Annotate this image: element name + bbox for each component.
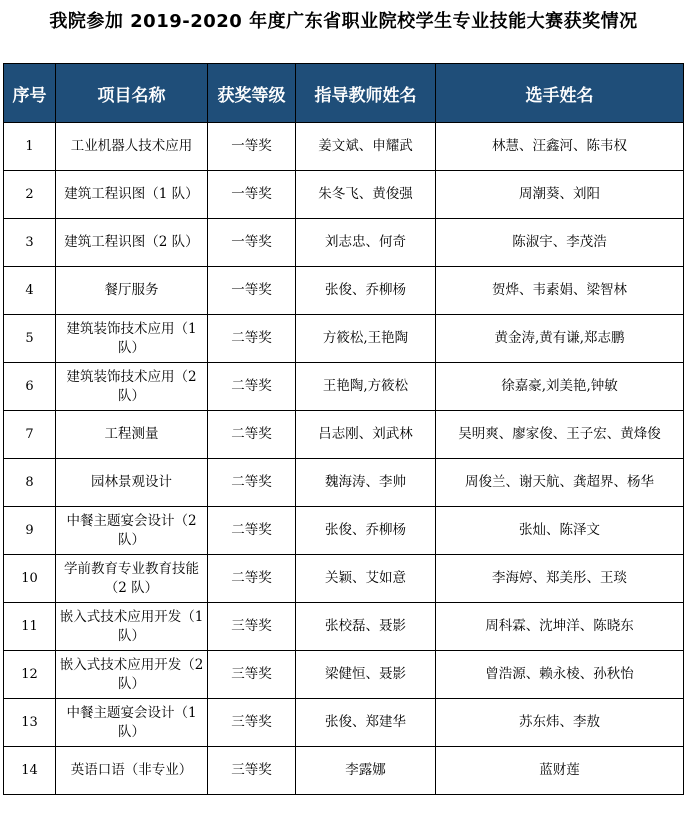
cell-no: [4, 411, 56, 459]
cell-project: [56, 651, 208, 699]
table-row: [4, 651, 684, 699]
cell-students: [436, 747, 684, 795]
cell-no: [4, 603, 56, 651]
cell-no-text: 6: [25, 379, 34, 394]
cell-students: [436, 603, 684, 651]
table-row: [4, 459, 684, 507]
cell-students: [436, 315, 684, 363]
cell-project-text: 嵌入式技术应用开发（1 队）: [59, 608, 204, 644]
cell-level: [208, 315, 296, 363]
cell-project: [56, 555, 208, 603]
cell-level: [208, 555, 296, 603]
cell-level: [208, 747, 296, 795]
cell-level: [208, 267, 296, 315]
table-row: [4, 267, 684, 315]
cell-project: [56, 219, 208, 267]
cell-level-text: 一等奖: [231, 138, 272, 154]
cell-students-text: 蓝财莲: [539, 762, 580, 778]
cell-level: [208, 171, 296, 219]
cell-no-text: 10: [21, 571, 38, 586]
cell-project: [56, 363, 208, 411]
cell-project-text: 中餐主题宴会设计（1 队）: [66, 704, 197, 740]
cell-students: [436, 219, 684, 267]
cell-students-text: 徐嘉豪,刘美艳,钟敏: [501, 378, 618, 394]
cell-no-text: 1: [25, 139, 34, 154]
cell-teachers: [296, 363, 436, 411]
table-row: [4, 747, 684, 795]
cell-no-text: 8: [25, 475, 34, 490]
cell-project: [56, 459, 208, 507]
cell-project-text: 建筑装饰技术应用（2 队）: [66, 368, 197, 404]
cell-level-text: 三等奖: [231, 714, 272, 730]
cell-teachers-text: 魏海涛、李帅: [325, 474, 406, 490]
cell-teachers-text: 梁健恒、聂影: [325, 666, 406, 682]
cell-students-text: 周俊兰、谢天航、龚超界、杨华: [465, 474, 654, 490]
cell-students-text: 周科霖、沈坤洋、陈晓东: [485, 618, 634, 634]
header-project: 项目名称: [56, 64, 208, 123]
table-header-row: [4, 64, 684, 123]
cell-project-text: 工业机器人技术应用: [70, 138, 193, 154]
cell-project: [56, 267, 208, 315]
header-teachers: 指导教师姓名: [296, 64, 436, 123]
table-row: [4, 219, 684, 267]
cell-no: [4, 459, 56, 507]
cell-teachers: [296, 603, 436, 651]
table-row: [4, 171, 684, 219]
header-students: 选手姓名: [436, 64, 684, 123]
table-row: [4, 123, 684, 171]
table-row: [4, 363, 684, 411]
cell-students: [436, 411, 684, 459]
cell-teachers: [296, 459, 436, 507]
cell-level-text: 二等奖: [231, 426, 272, 442]
cell-teachers-text: 李露娜: [345, 762, 386, 778]
cell-students: [436, 507, 684, 555]
cell-students-text: 贺烨、韦素娟、梁智林: [492, 282, 627, 298]
cell-teachers: [296, 651, 436, 699]
cell-students: [436, 363, 684, 411]
cell-no-text: 4: [25, 283, 34, 298]
cell-students-text: 陈淑宇、李茂浩: [512, 234, 607, 250]
cell-teachers: [296, 747, 436, 795]
cell-level-text: 一等奖: [231, 282, 272, 298]
cell-no: [4, 219, 56, 267]
awards-table: [3, 63, 684, 795]
header-no: 序号: [4, 64, 56, 123]
cell-level-text: 三等奖: [231, 618, 272, 634]
cell-level-text: 二等奖: [231, 570, 272, 586]
cell-students: [436, 267, 684, 315]
cell-students-text: 李海婷、郑美彤、王琰: [492, 570, 627, 586]
cell-no: [4, 315, 56, 363]
cell-no: [4, 171, 56, 219]
cell-level-text: 二等奖: [231, 378, 272, 394]
cell-teachers-text: 姜文斌、申耀武: [318, 138, 413, 154]
table-row: [4, 603, 684, 651]
cell-project-text: 建筑工程识图（1 队）: [64, 186, 199, 202]
cell-teachers: [296, 507, 436, 555]
cell-level: [208, 363, 296, 411]
cell-teachers-text: 张俊、乔柳杨: [325, 282, 406, 298]
cell-project-text: 英语口语（非专业）: [70, 762, 193, 778]
cell-level: [208, 699, 296, 747]
cell-project-text: 工程测量: [104, 426, 159, 442]
cell-level-text: 一等奖: [231, 186, 272, 202]
cell-students: [436, 555, 684, 603]
cell-teachers: [296, 171, 436, 219]
cell-level: [208, 411, 296, 459]
cell-project-text: 建筑工程识图（2 队）: [64, 234, 199, 250]
cell-level: [208, 651, 296, 699]
cell-no-text: 5: [25, 331, 34, 346]
cell-level: [208, 459, 296, 507]
cell-level-text: 二等奖: [231, 330, 272, 346]
cell-no-text: 7: [25, 427, 34, 442]
cell-teachers: [296, 267, 436, 315]
cell-project: [56, 171, 208, 219]
cell-project: [56, 603, 208, 651]
header-level: 获奖等级: [208, 64, 296, 123]
cell-project-text: 学前教育专业教育技能（2 队）: [64, 560, 199, 596]
cell-no-text: 2: [25, 187, 34, 202]
table-row: [4, 411, 684, 459]
cell-teachers-text: 关颖、艾如意: [325, 570, 406, 586]
cell-teachers-text: 吕志刚、刘武林: [318, 426, 413, 442]
cell-teachers: [296, 315, 436, 363]
cell-teachers: [296, 555, 436, 603]
table-row: [4, 699, 684, 747]
cell-no: [4, 363, 56, 411]
cell-no: [4, 555, 56, 603]
cell-project: [56, 507, 208, 555]
cell-teachers-text: 朱冬飞、黄俊强: [318, 186, 413, 202]
cell-students: [436, 459, 684, 507]
cell-teachers-text: 方筱松,王艳陶: [322, 330, 409, 346]
page-title: 我院参加 2019-2020 年度广东省职业院校学生专业技能大赛获奖情况: [49, 11, 638, 32]
cell-level: [208, 507, 296, 555]
cell-project-text: 嵌入式技术应用开发（2 队）: [59, 656, 204, 692]
cell-no: [4, 267, 56, 315]
cell-no-text: 9: [25, 523, 34, 538]
cell-students-text: 林慧、汪鑫河、陈韦权: [492, 138, 627, 154]
cell-no: [4, 747, 56, 795]
cell-project: [56, 747, 208, 795]
cell-teachers-text: 王艳陶,方筱松: [322, 378, 409, 394]
cell-no-text: 12: [21, 667, 38, 682]
cell-level: [208, 603, 296, 651]
cell-no: [4, 123, 56, 171]
cell-project: [56, 411, 208, 459]
table-row: [4, 507, 684, 555]
cell-teachers: [296, 219, 436, 267]
cell-no-text: 11: [21, 619, 38, 634]
cell-level-text: 二等奖: [231, 522, 272, 538]
cell-students-text: 黄金涛,黄有谦,郑志鹏: [494, 330, 625, 346]
cell-no-text: 14: [21, 763, 38, 778]
cell-teachers-text: 张俊、乔柳杨: [325, 522, 406, 538]
cell-teachers-text: 张俊、郑建华: [325, 714, 406, 730]
cell-project: [56, 699, 208, 747]
cell-teachers: [296, 123, 436, 171]
cell-level-text: 一等奖: [231, 234, 272, 250]
cell-level: [208, 123, 296, 171]
cell-teachers: [296, 699, 436, 747]
cell-students-text: 张灿、陈泽文: [519, 522, 600, 538]
cell-students-text: 吴明爽、廖家俊、王子宏、黄烽俊: [458, 426, 661, 442]
cell-project-text: 建筑装饰技术应用（1 队）: [66, 320, 197, 356]
cell-teachers-text: 张校磊、聂影: [325, 618, 406, 634]
cell-no: [4, 651, 56, 699]
cell-students: [436, 123, 684, 171]
cell-students: [436, 651, 684, 699]
cell-students: [436, 699, 684, 747]
table-row: [4, 315, 684, 363]
cell-no-text: 13: [21, 715, 38, 730]
cell-project-text: 园林景观设计: [91, 474, 172, 490]
cell-project-text: 中餐主题宴会设计（2 队）: [66, 512, 197, 548]
cell-project: [56, 123, 208, 171]
cell-no: [4, 507, 56, 555]
cell-students-text: 周潮葵、刘阳: [519, 186, 600, 202]
cell-teachers-text: 刘志忠、何奇: [325, 234, 406, 250]
cell-level-text: 二等奖: [231, 474, 272, 490]
table-row: [4, 555, 684, 603]
cell-level: [208, 219, 296, 267]
cell-no: [4, 699, 56, 747]
cell-project-text: 餐厅服务: [104, 282, 159, 298]
table-body: [4, 123, 684, 795]
cell-students-text: 苏东炜、李敖: [519, 714, 600, 730]
cell-level-text: 三等奖: [231, 666, 272, 682]
cell-students: [436, 171, 684, 219]
cell-project: [56, 315, 208, 363]
cell-no-text: 3: [25, 235, 34, 250]
cell-level-text: 三等奖: [231, 762, 272, 778]
cell-students-text: 曾浩源、赖永棱、孙秋怡: [485, 666, 634, 682]
cell-teachers: [296, 411, 436, 459]
